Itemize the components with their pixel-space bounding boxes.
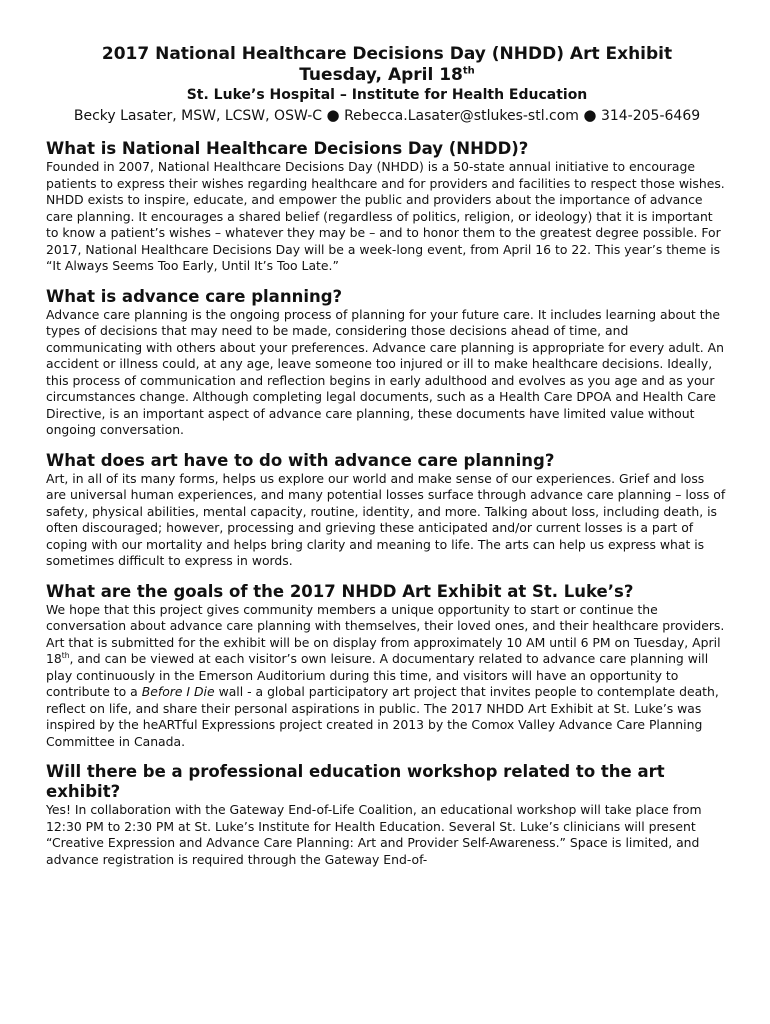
event-date: Tuesday, April 18th (299, 65, 475, 85)
section-what-is-nhdd (46, 139, 728, 275)
contact-name: Becky Lasater, MSW, LCSW, OSW-C (73, 108, 323, 124)
section-body: Founded in 2007, National Healthcare Decisions Day (NHDD) is a 50-state annual initiative to encourage patients to express their wishes regarding healthcare and for providers and facilities to respect those wishes. NHDD exists to inspire, educate, and empower the public and providers about the importance of advance care planning. It encourages a shared belief (regardless of politics, religion, or ideology) that it is important to know a patient’s wishes – whatever they may be – and to honor them to the greatest degree possible. For 2017, National Healthcare Decisions Day will be a week-long event, from April 16 to 22. This year’s theme is “It Always Seems Too Early, Until It’s Too Late.” (46, 159, 725, 273)
section-body: Yes! In collaboration with the Gateway End-of-Life Coalition, an educational workshop will take place from 12:30 PM to 2:30 PM at St. Luke’s Institute for Health Education. Several St. Luke’s clinicians will present “Creative Expression and Advance Care Planning: Art and Provider Self-Awareness.” Space is limited, and advance registration is required through the Gateway End-of- (46, 802, 702, 867)
section-art-and-planning (46, 451, 728, 570)
section-heading: What is advance care planning? (46, 286, 343, 306)
contact-email[interactable]: Rebecca.Lasater@stlukes-stl.com (344, 108, 579, 124)
bullet-separator: ● (583, 106, 597, 124)
institution-name: St. Luke’s Hospital – Institute for Health Education (186, 87, 588, 103)
before-i-die-title: Before I Die (141, 684, 215, 699)
section-heading: What does art have to do with advance care planning? (46, 450, 555, 470)
contact-line (46, 105, 728, 126)
bullet-separator: ● (326, 106, 340, 124)
section-heading: Will there be a professional education workshop related to the art exhibit? (46, 762, 665, 801)
section-heading: What is National Healthcare Decisions Day (NHDD)? (46, 139, 529, 158)
section-exhibit-goals (46, 582, 728, 751)
section-education-workshop (46, 762, 728, 868)
document-page (46, 44, 728, 868)
document-title: 2017 National Healthcare Decisions Day (NHDD) Art Exhibit (101, 44, 673, 64)
section-advance-care-planning (46, 287, 728, 439)
section-body: Advance care planning is the ongoing process of planning for your future care. It includes learning about the types of decisions that may need to be made, considering those decisions ahead of time, and communicating with others about your preferences. Advance care planning is appropriate for every adult. An accident or illness could, at any age, leave someone too injured or ill to make healthcare decisions. Ideally, this process of communication and reflection begins in early adulthood and evolves as you age and as your circumstances change. Although completing legal documents, such as a Health Care DPOA and Health Care Directive, is an important aspect of advance care planning, these documents have limited value without ongoing conversation. (46, 306, 725, 437)
contact-phone: 314-205-6469 (600, 108, 701, 124)
section-body: Art, in all of its many forms, helps us explore our world and make sense of our experiences. Grief and loss are universal human experiences, and many potential losses surface through advance care planning – loss of safety, physical abilities, mental capacity, routine, identity, and more. Talking about loss, including death, is often discouraged; however, processing and grieving these anticipated and/or current losses is a part of coping with our mortality and helps bring clarity and meaning to life. The arts can help us express what is sometimes difficult to express in words. (46, 470, 726, 568)
document-header (46, 44, 728, 126)
section-body: We hope that this project gives community members a unique opportunity to start or continue the conversation about advance care planning with themselves, their loved ones, and their healthcare providers. Art that is submitted for the exhibit will be on display from approximately 10 AM until 6 PM on Tuesday, April 18th, and can be viewed at each visitor’s own leisure. A documentary related to advance care planning will play continuously in the Emerson Auditorium during this time, and visitors will have an opportunity to contribute to a Before I Die wall - a global participatory art project that invites people to contemplate death, reflect on life, and share their personal aspirations in public. The 2017 NHDD Art Exhibit at St. Luke’s was inspired by the heARTful Expressions project created in 2013 by the Comox Valley Advance Care Planning Committee in Canada. (46, 601, 725, 749)
section-heading: What are the goals of the 2017 NHDD Art Exhibit at St. Luke’s? (46, 581, 634, 601)
